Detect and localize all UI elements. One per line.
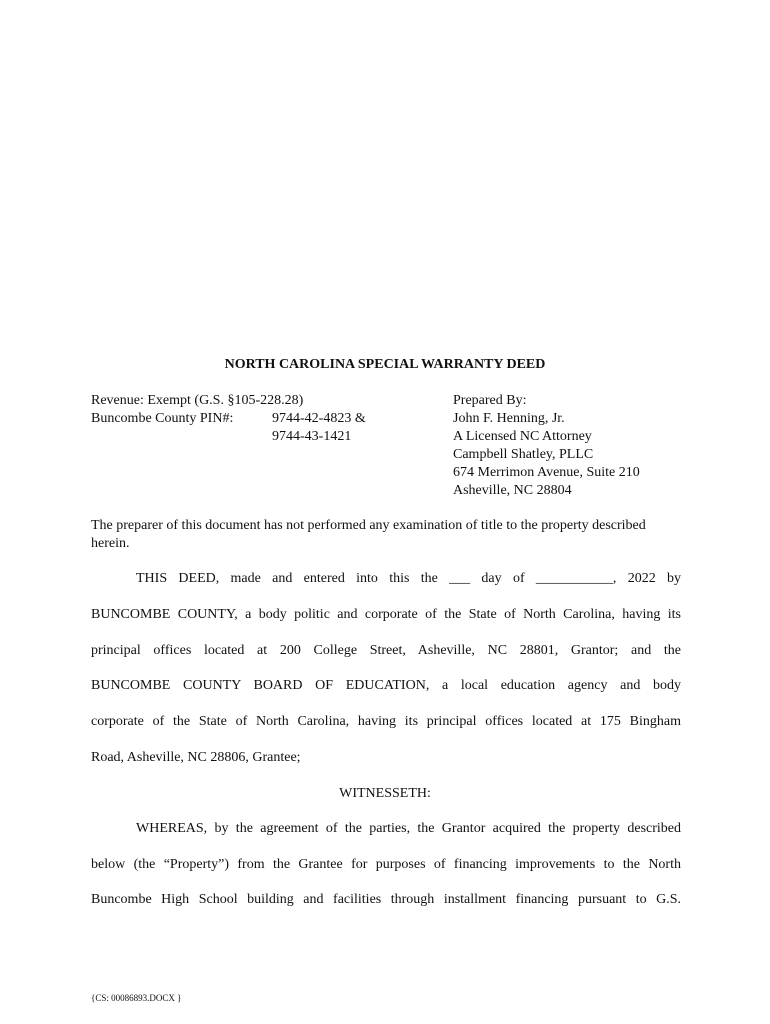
deed-line-1: THIS DEED, made and entered into this the ___ day of ___________, 2022 by [136, 571, 681, 586]
preparer-firm: Campbell Shatley, PLLC [453, 447, 594, 462]
preparer-city: Asheville, NC 28804 [453, 483, 572, 498]
whereas-line-1: WHEREAS, by the agreement of the parties, the Grantor acquired the property described [136, 821, 681, 836]
pin-value-1: 9744-42-4823 & [272, 411, 366, 426]
deed-line-2: BUNCOMBE COUNTY, a body politic and corporate of the State of North Carolina, having its [91, 607, 681, 622]
deed-line-6: Road, Asheville, NC 28806, Grantee; [91, 750, 301, 765]
deed-title: NORTH CAROLINA SPECIAL WARRANTY DEED [224, 357, 546, 372]
pin-label: Buncombe County PIN#: [91, 411, 234, 426]
pin-value-2: 9744-43-1421 [272, 429, 352, 444]
deed-line-5: corporate of the State of North Carolina, having its principal offices located at 175 Bingham [91, 714, 681, 729]
deed-line-3: principal offices located at 200 College Street, Asheville, NC 28801, Grantor; and the [91, 643, 681, 658]
revenue-line: Revenue: Exempt (G.S. §105-228.28) [91, 393, 304, 408]
document-footer: {CS: 00086893.DOCX } [91, 993, 182, 1003]
preparer-name: John F. Henning, Jr. [453, 411, 565, 426]
whereas-line-3: Buncombe High School building and facilities through installment financing pursuant to G.S. [91, 892, 681, 907]
preparer-note: The preparer of this document has not performed any examination of title to the property described herein. [91, 518, 646, 551]
preparer-credential: A Licensed NC Attorney [453, 429, 592, 444]
preparer-street: 674 Merrimon Avenue, Suite 210 [453, 465, 640, 480]
prepared-by-label: Prepared By: [453, 393, 527, 408]
whereas-line-2: below (the “Property”) from the Grantee for purposes of financing improvements to the North [91, 857, 681, 872]
deed-line-4: BUNCOMBE COUNTY BOARD OF EDUCATION, a local education agency and body [91, 678, 681, 693]
witnesseth-heading: WITNESSETH: [339, 786, 431, 801]
